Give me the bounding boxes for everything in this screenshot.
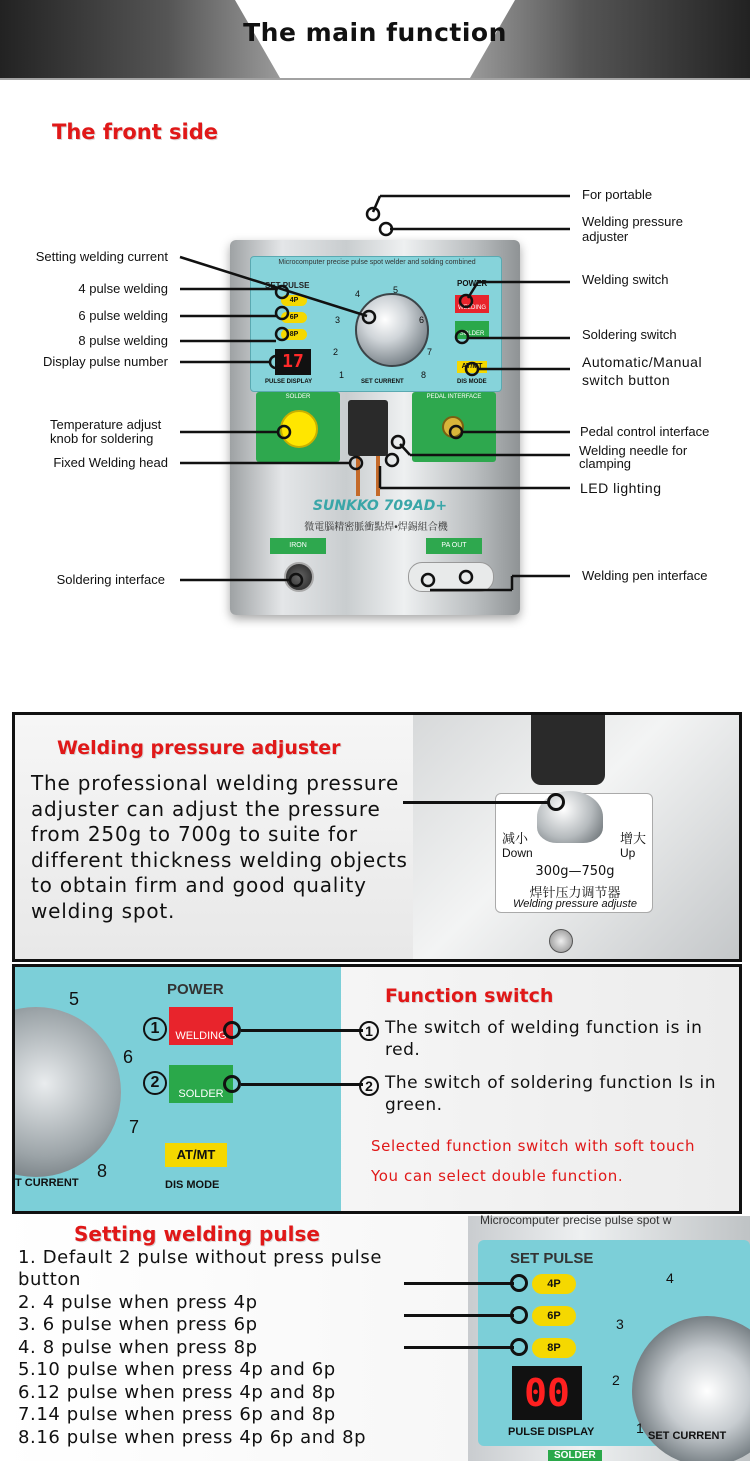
iron-label: IRON [270,538,326,554]
dial-number: 2 [333,347,339,357]
pulse-line-7: 7.14 pulse when press 6p and 8p [18,1404,336,1425]
label-auto-manual-switch: Automatic/Manual switch button [582,354,703,388]
dial-number: 5 [69,989,80,1009]
pulse-line-8: 8.16 pulse when press 4p 6p and 8p [18,1427,367,1448]
pointer-line-4p [404,1282,514,1285]
label-soldering-interface: Soldering interface [56,572,165,587]
pressure-adjuster-photo [413,715,739,959]
label-setting-welding-current: Setting welding current [35,249,168,264]
set-current-label: SET CURRENT [648,1430,727,1442]
pressure-title: Welding pressure adjuster [57,737,341,759]
note-double-function: You can select double function. [371,1167,624,1185]
at-mt-button[interactable]: AT/MT [165,1143,227,1167]
label-led-lighting: LED lighting [580,480,662,496]
set-pulse-label: SET PULSE [510,1250,594,1267]
pulse-display: 00 [512,1366,582,1420]
label-welding-switch: Welding switch [582,272,669,287]
dial-number: 3 [616,1316,624,1332]
label-4-pulse-welding: 4 pulse welding [78,281,168,296]
pulse-line-4: 4. 8 pulse when press 8p [18,1337,258,1358]
set-pulse-label: SET PULSE [265,281,310,290]
label-for-portable: For portable [582,187,653,202]
page-title: The main function [243,18,507,47]
dial-number: 4 [355,289,361,299]
dial-number: 1 [636,1420,644,1436]
dial-partial [12,1007,121,1177]
dial-number: 4 [666,1270,674,1286]
item-2-text: The switch of soldering function Is in green. [385,1073,717,1115]
setting-pulse-section [0,1213,750,1461]
welding-switch[interactable]: WELDING [455,295,489,313]
pointer-dot-8p [510,1338,528,1356]
item-1-number: 1 [359,1021,379,1041]
pulse-4p-button[interactable]: 4P [281,295,307,306]
pulse-line-3: 3. 6 pulse when press 6p [18,1314,258,1335]
front-side-title: The front side [52,120,219,144]
function-switch-photo [15,967,341,1211]
chinese-label: 微電腦精密脈衝點焊•焊錫組合機 [304,522,448,533]
solder-panel-label: SOLDER [285,394,311,400]
pedal-panel-label: PEDAL INTERFACE [426,394,482,400]
pulse-line-6: 6.12 pulse when press 4p and 8p [18,1382,336,1403]
pressure-adjuster-section [12,712,742,962]
dial-number: 7 [129,1117,140,1137]
brand-label: SUNKKO 709AD+ [312,498,448,514]
label-display-pulse-number: Display pulse number [42,354,168,369]
label-welding-needle: Welding needle for clamping [579,443,688,471]
adjuster-handle [531,715,605,785]
photo-banner-text: Microcomputer precise pulse spot w [480,1213,672,1227]
dis-mode-label: DIS MODE [165,1179,220,1191]
setting-pulse-title: Setting welding pulse [74,1222,320,1246]
label-increase-cn: 增大 [620,831,647,846]
dial-number: 6 [419,315,425,325]
pulse-line-5: 5.10 pulse when press 4p and 6p [18,1359,336,1380]
set-current-label: SET CURRENT [361,379,404,385]
dial-number: 8 [421,370,427,380]
dial-number: 6 [123,1047,134,1067]
pulse-8p-button[interactable]: 8P [281,329,307,340]
marker-2: 2 [143,1071,167,1095]
pulse-6p-button[interactable]: 6P [281,312,307,323]
pressure-en-label: Welding pressure adjuste [513,898,637,910]
pulse-display-label: PULSE DISPLAY [265,379,313,385]
pressure-cn-label: 焊针压力调节器 [529,885,621,900]
pressure-body: The professional welding pressure adjuster can adjust the pressure from 250g to 700g to suite for different thickness welding objects to obtain firm and good quality welding spot. [31,771,408,923]
pulse-display-label: PULSE DISPLAY [508,1426,595,1438]
welding-pointer-line [241,1029,363,1032]
function-switch-title: Function switch [385,985,554,1007]
power-label: POWER [167,981,224,998]
label-temperature-adjust: Temperature adjust knob for soldering [50,417,162,446]
label-up: Up [620,846,636,860]
label-decrease-cn: 减小 [502,831,529,846]
label-fixed-welding-head: Fixed Welding head [53,455,168,470]
pointer-dot-4p [510,1274,528,1292]
dial-number: 5 [393,285,399,295]
dial-number: 3 [335,315,341,325]
solder-label: SOLDER [548,1450,602,1461]
label-welding-pen-interface: Welding pen interface [582,568,708,583]
dial-number: 7 [427,347,433,357]
current-label: T CURRENT [15,1177,79,1189]
dial-number: 2 [612,1372,620,1388]
label-pedal-control: Pedal control interface [580,424,710,439]
item-2-number: 2 [359,1076,379,1096]
power-label: POWER [457,279,488,288]
solder-pointer-dot [223,1075,241,1093]
marker-1: 1 [143,1017,167,1041]
pulse-6p-button[interactable]: 6P [532,1306,576,1326]
label-down: Down [502,846,533,860]
solder-pointer-line [241,1083,363,1086]
pressure-pointer-line [403,801,549,804]
pa-out-label: PA OUT [426,538,482,554]
label-8-pulse-welding: 8 pulse welding [78,333,168,348]
welding-switch[interactable]: WELDING [169,1007,233,1045]
dis-mode-label: DIS MODE [457,379,487,385]
function-switch-section [12,964,742,1214]
solder-switch[interactable]: SOLDER [169,1065,233,1103]
at-mt-button[interactable]: AT/MT [457,361,487,373]
item-1-text: The switch of welding function is in red. [385,1018,703,1060]
pointer-line-6p [404,1314,514,1317]
screw-icon [549,929,573,953]
pulse-line-1: 1. Default 2 pulse without press pulse button [18,1247,383,1291]
solder-switch[interactable]: SOLDER [455,321,489,339]
pointer-dot-6p [510,1306,528,1324]
note-soft-touch: Selected function switch with soft touch [371,1137,696,1155]
machine-banner-text: Microcomputer precise pulse spot welder and solding combined [278,259,476,266]
pressure-pointer-dot [547,793,565,811]
pulse-8p-button[interactable]: 8P [532,1338,576,1358]
pulse-photo [468,1213,750,1461]
pulse-line-2: 2. 4 pulse when press 4p [18,1292,258,1313]
pointer-line-8p [404,1346,514,1349]
pressure-range: 300g—750g [535,864,615,879]
label-6-pulse-welding: 6 pulse welding [78,308,168,323]
welding-pointer-dot [223,1021,241,1039]
pulse-display: 17 [275,349,311,375]
label-welding-pressure-adjuster: Welding pressure adjuster [582,214,683,244]
dial-number: 1 [339,370,345,380]
pulse-4p-button[interactable]: 4P [532,1274,576,1294]
dial-number: 8 [97,1161,108,1181]
label-soldering-switch: Soldering switch [582,327,677,342]
